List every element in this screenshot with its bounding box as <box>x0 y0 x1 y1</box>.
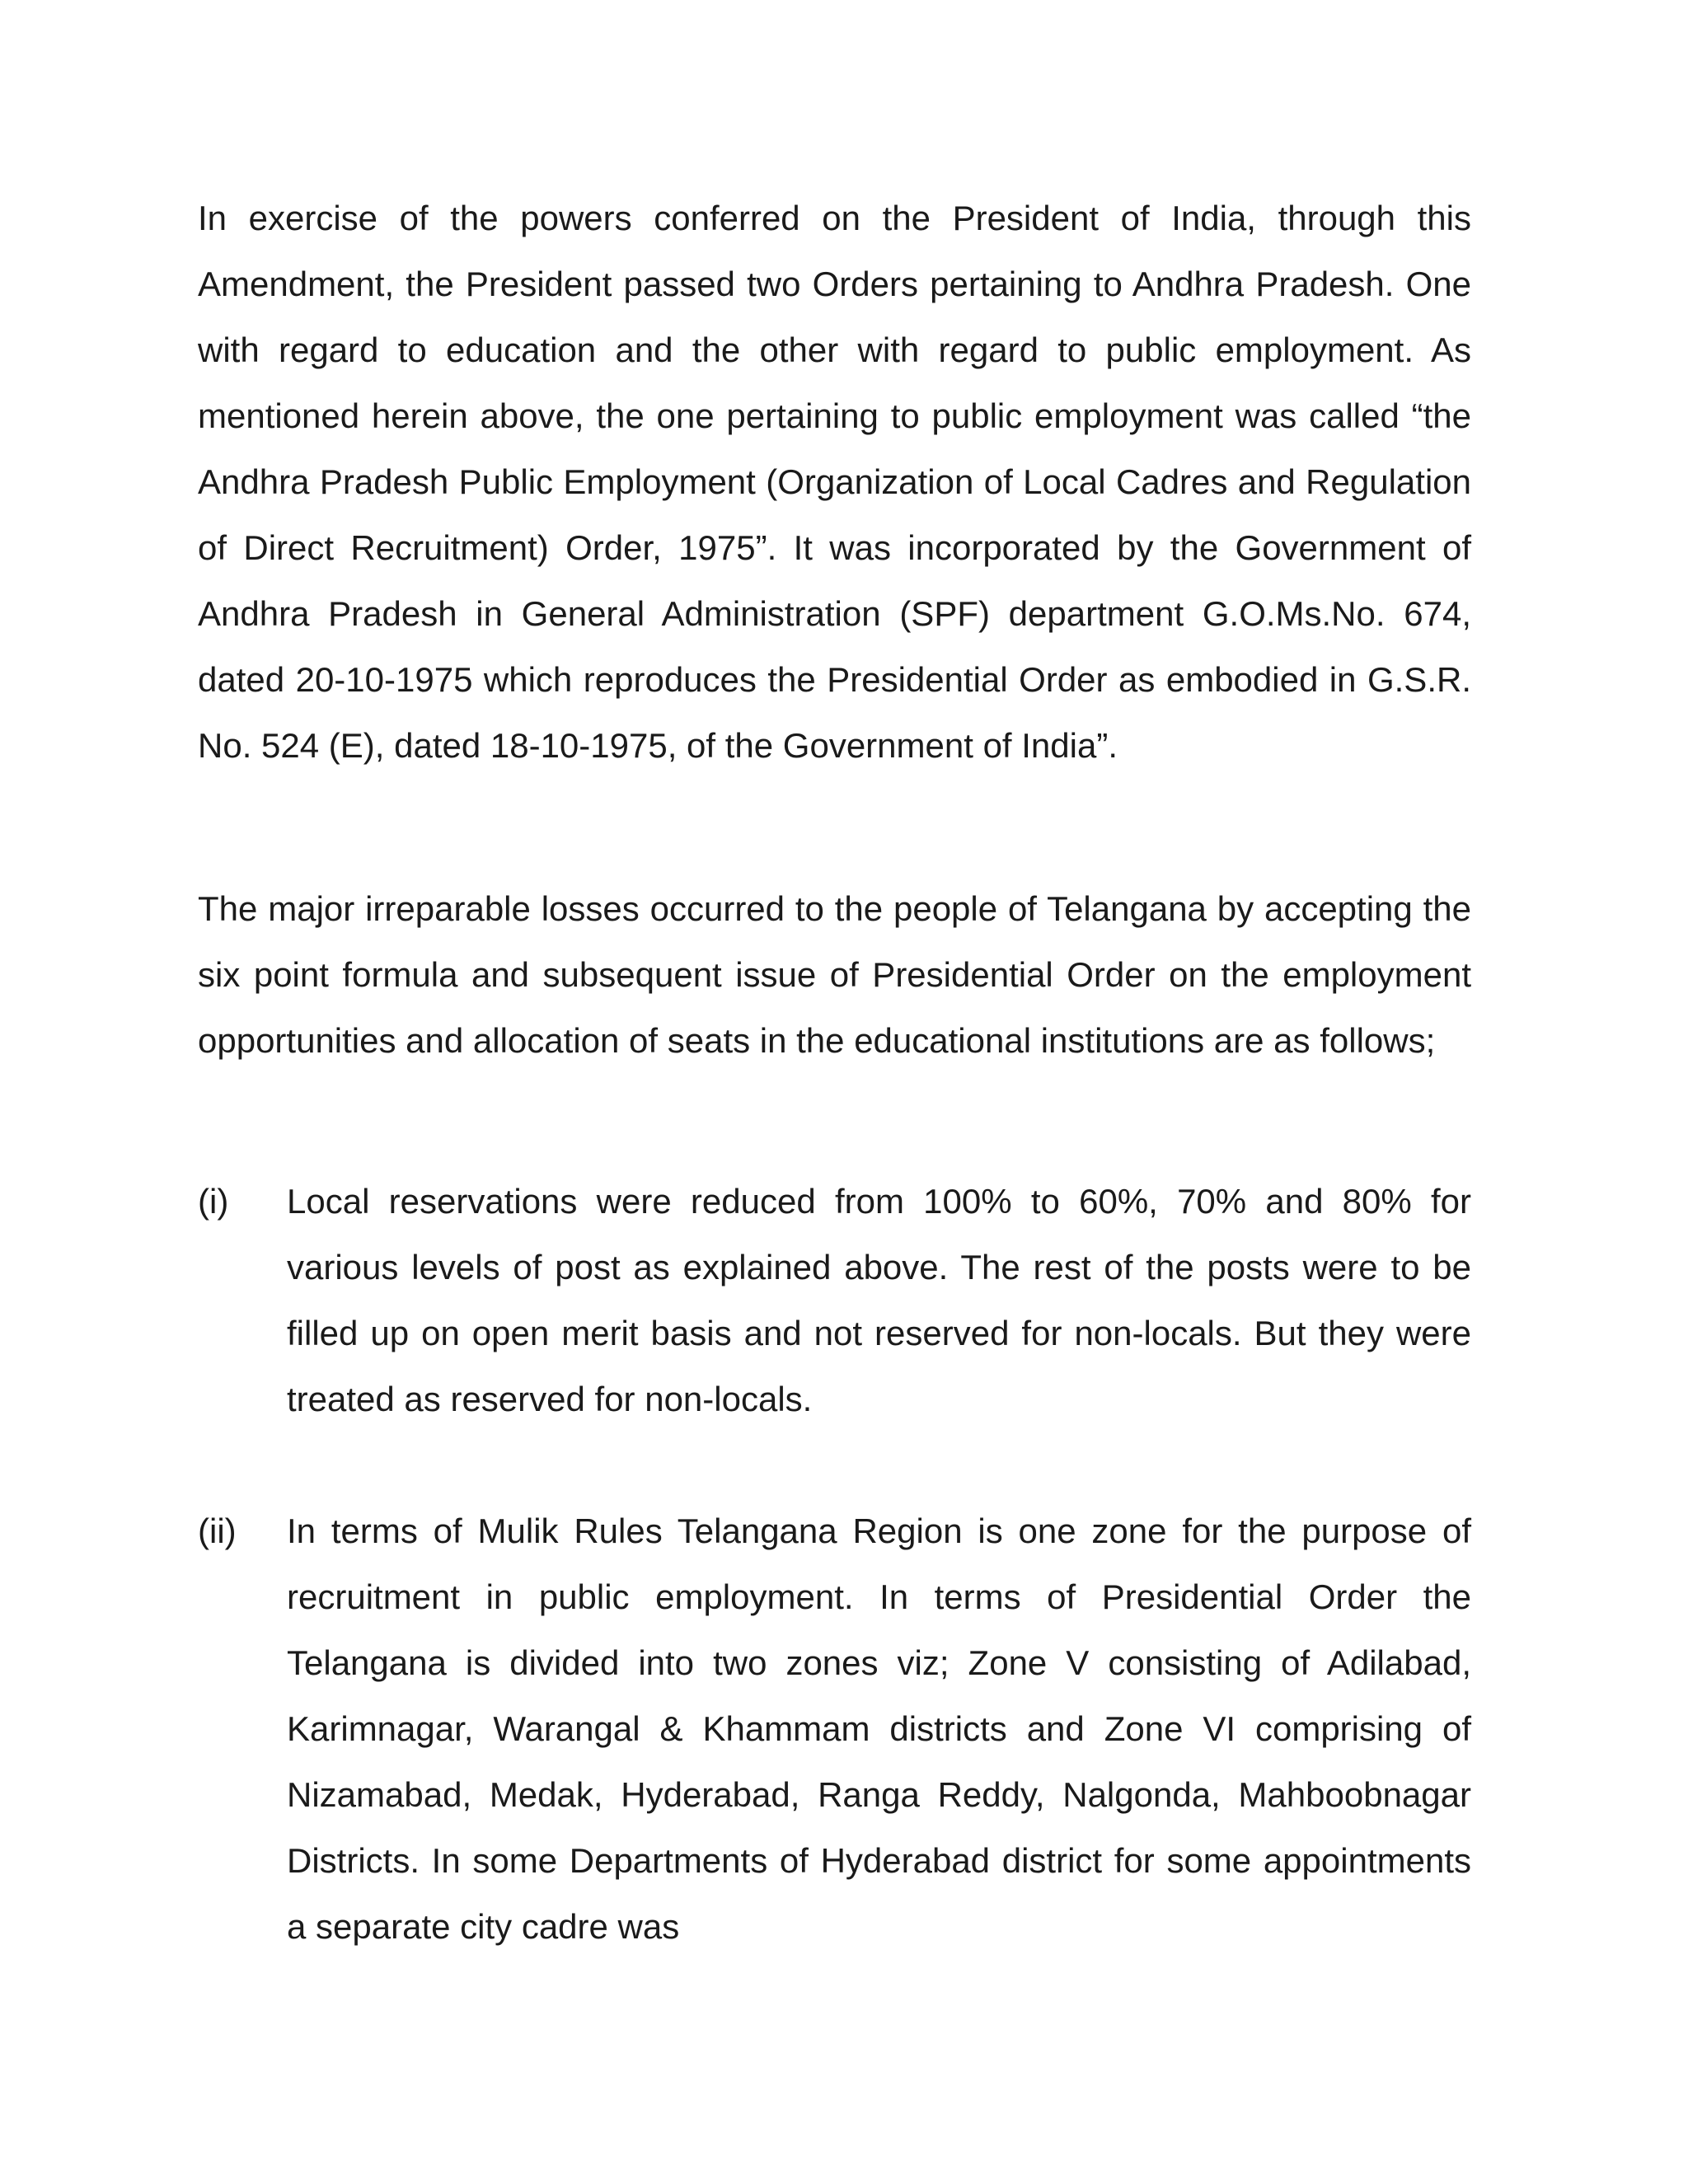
list-item-marker: (ii) <box>198 1511 237 1550</box>
list-item <box>198 1498 1471 1960</box>
paragraph-presidential-orders: In exercise of the powers conferred on the President of India, through this Amendment, the President passed two Orders pertaining to Andhra Pradesh. One with regard to education and the other with regard to public employment. As mentioned herein above, the one pertaining to public employment was called “the Andhra Pradesh Public Employment (Organization of Local Cadres and Regulation of Direct Recruitment) Order, 1975”. It was incorporated by the Government of Andhra Pradesh in General Administration (SPF) department G.O.Ms.No. 674, dated 20-10-1975 which reproduces the Presidential Order as embodied in G.S.R. No. 524 (E), dated 18-10-1975, of the Government of India”. <box>198 199 1471 765</box>
list-item-text: Local reservations were reduced from 100% to 60%, 70% and 80% for various levels of post as explained above. The rest of the posts were to be filled up on open merit basis and not reserved for non-locals. But they were treated as reserved for non-locals. <box>287 1182 1471 1418</box>
list-item-text: In terms of Mulik Rules Telangana Region is one zone for the purpose of recruitment in public employment. In terms of Presidential Order the Telangana is divided into two zones viz; Zone V consisting of Adilabad, Karimnagar, Warangal & Khammam districts and Zone VI comprising of Nizamabad, Medak, Hyderabad, Ranga Reddy, Nalgonda, Mahboobnagar Districts. In some Departments of Hyderabad district for some appointments a separate city cadre was <box>287 1511 1471 1946</box>
paragraph-irreparable-losses: The major irreparable losses occurred to the people of Telangana by accepting the six point formula and subsequent issue of Presidential Order on the employment opportunities and allocation of seats in the educational institutions are as follows; <box>198 889 1471 1060</box>
list-item <box>198 1169 1471 1432</box>
list-item-marker: (i) <box>198 1182 229 1221</box>
